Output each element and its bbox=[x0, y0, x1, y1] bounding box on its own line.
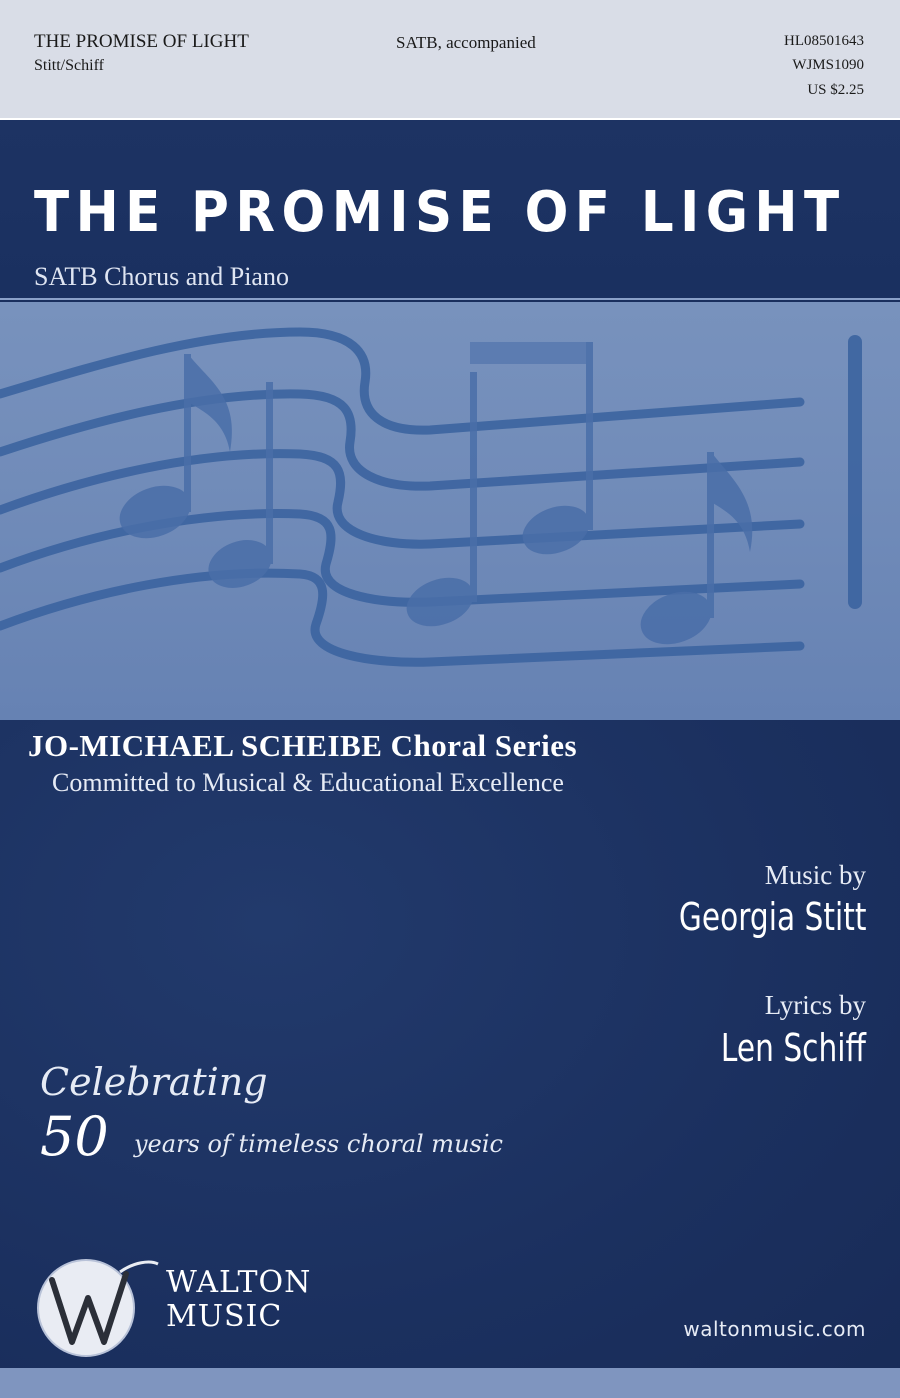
header-product-code: HL08501643 bbox=[784, 33, 864, 49]
header-authors: Stitt/Schiff bbox=[34, 57, 104, 74]
composer-name: Georgia Stitt bbox=[678, 895, 866, 939]
header-voicing: SATB, accompanied bbox=[396, 33, 536, 52]
lyricist-name: Len Schiff bbox=[721, 1026, 866, 1070]
publisher-name bbox=[166, 1266, 311, 1334]
cover bbox=[0, 120, 900, 1398]
music-art-graphic bbox=[0, 302, 900, 720]
series-tagline: Committed to Musical & Educational Excellence bbox=[52, 768, 564, 797]
header-catalog-code: WJMS1090 bbox=[792, 57, 864, 73]
walton-w-logo-icon bbox=[34, 1250, 164, 1360]
cover-title: THE PROMISE OF LIGHT bbox=[34, 180, 846, 245]
header-price: US $2.25 bbox=[807, 82, 864, 98]
title-band bbox=[0, 120, 900, 298]
lyrics-by-label: Lyrics by bbox=[764, 990, 866, 1020]
cover-subtitle: SATB Chorus and Piano bbox=[34, 262, 289, 291]
publisher-name-line1: WALTON bbox=[166, 1265, 312, 1300]
music-by-label: Music by bbox=[764, 860, 866, 890]
header-info-strip bbox=[0, 0, 900, 118]
series-title: JO-MICHAEL SCHEIBE Choral Series bbox=[28, 728, 578, 763]
bottom-strip bbox=[0, 1368, 900, 1398]
anniversary-number: 50 bbox=[40, 1105, 109, 1168]
walton-music-logo bbox=[34, 1250, 314, 1360]
website-link[interactable]: waltonmusic.com bbox=[683, 1317, 866, 1341]
header-title: THE PROMISE OF LIGHT bbox=[34, 31, 249, 52]
series-band bbox=[0, 720, 900, 1398]
anniversary-text: years of timeless choral music bbox=[134, 1130, 503, 1158]
divider bbox=[0, 298, 900, 300]
publisher-name-line2: MUSIC bbox=[166, 1299, 283, 1334]
music-staff-notes-icon bbox=[0, 302, 900, 720]
celebrating-label: Celebrating bbox=[40, 1060, 268, 1104]
